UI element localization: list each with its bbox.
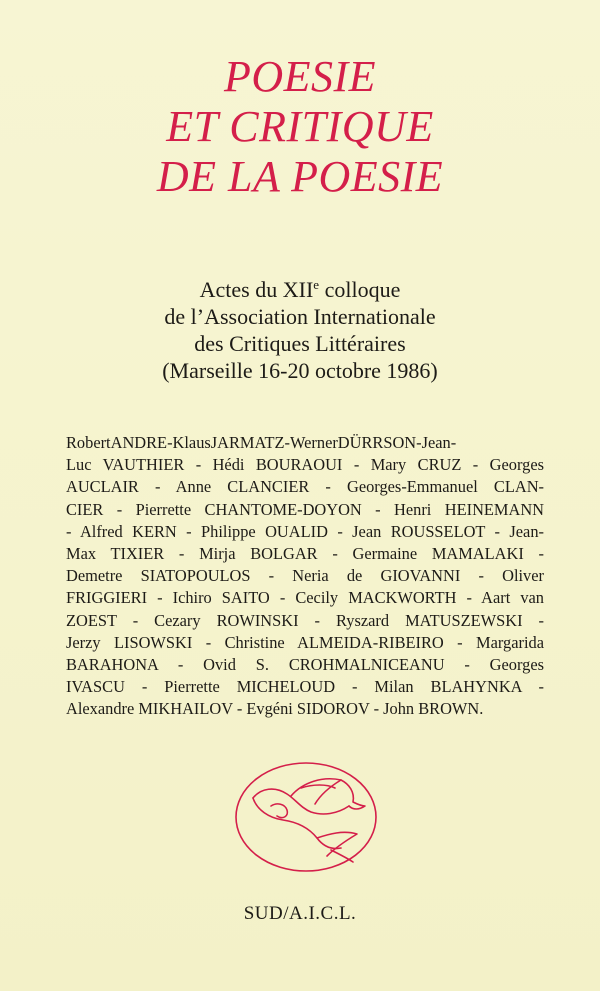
subtitle-line-1-post: colloque bbox=[319, 277, 401, 302]
subtitle-line-3: des Critiques Littéraires bbox=[194, 331, 406, 356]
authors-line: Demetre SIATOPOULOS - Neria de GIOVANNI - Oliver bbox=[66, 566, 544, 586]
title-line-1: POESIE bbox=[223, 52, 377, 101]
authors-line: Alexandre MIKHAILOV - Evgéni SIDOROV - John BROWN. bbox=[66, 699, 484, 719]
dove-logo-icon bbox=[231, 758, 381, 876]
subtitle-line-2: de l’Association Internationale bbox=[164, 304, 436, 329]
subtitle-ordinal: e bbox=[313, 277, 320, 292]
authors-line: AUCLAIR - Anne CLANCIER - Georges-Emmanuel CLAN- bbox=[66, 477, 544, 497]
subtitle-line-4: (Marseille 16-20 octobre 1986) bbox=[162, 358, 438, 383]
authors-line: Luc VAUTHIER - Hédi BOURAOUI - Mary CRUZ - Georges bbox=[66, 455, 544, 475]
publisher-name: SUD/A.I.C.L. bbox=[243, 903, 357, 924]
authors-line: Max TIXIER - Mirja BOLGAR - Germaine MAMALAKI - bbox=[66, 544, 544, 564]
authors-line: CIER - Pierrette CHANTOME-DOYON - Henri HEINEMANN bbox=[66, 499, 544, 519]
authors-list bbox=[66, 432, 544, 721]
authors-line: IVASCU - Pierrette MICHELOUD - Milan BLAHYNKA - bbox=[66, 677, 544, 697]
subtitle-line-1 bbox=[0, 276, 600, 303]
title-line-2: ET CRITIQUE bbox=[166, 102, 434, 151]
subtitle-line-1-pre: Actes du XII bbox=[199, 277, 314, 302]
title-line-3: DE LA POESIE bbox=[156, 152, 444, 201]
authors-line: BARAHONA - Ovid S. CROHMALNICEANU - Georges bbox=[66, 655, 544, 675]
book-title bbox=[0, 52, 600, 202]
authors-line: FRIGGIERI - Ichiro SAITO - Cecily MACKWORTH - Aart van bbox=[66, 588, 544, 608]
authors-line: - Alfred KERN - Philippe OUALID - Jean ROUSSELOT - Jean- bbox=[66, 521, 544, 541]
authors-line: Jerzy LISOWSKI - Christine ALMEIDA-RIBEIRO - Margarida bbox=[66, 632, 544, 652]
authors-line: RobertANDRE-KlausJARMATZ-WernerDÜRRSON-Jean- bbox=[66, 433, 457, 452]
authors-line: ZOEST - Cezary ROWINSKI - Ryszard MATUSZEWSKI - bbox=[66, 610, 544, 630]
book-subtitle bbox=[0, 276, 600, 384]
